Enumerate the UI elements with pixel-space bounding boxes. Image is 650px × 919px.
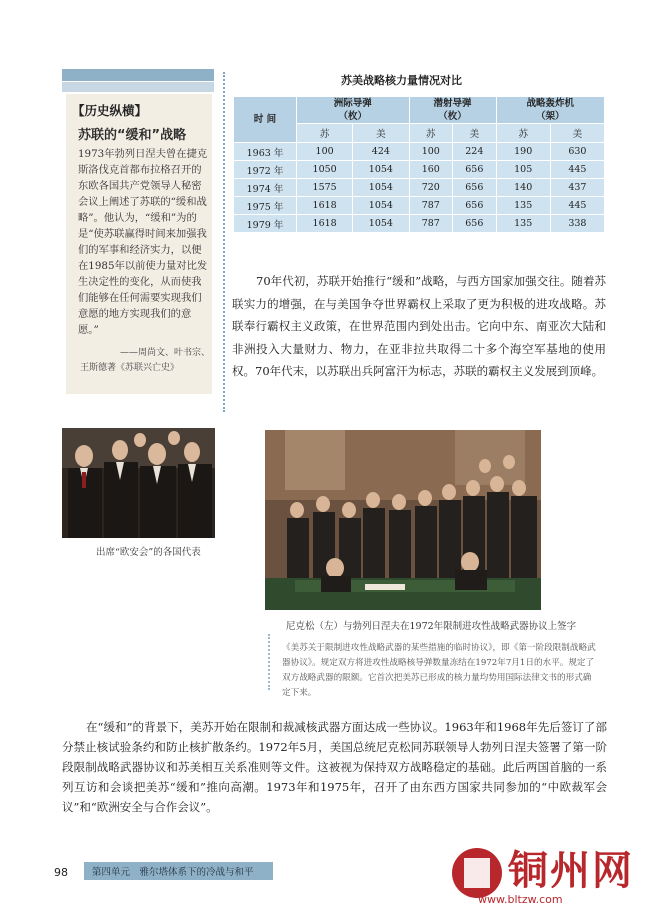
- table-cell: 1054: [353, 179, 409, 197]
- table-cell: 656: [453, 197, 497, 215]
- table-cell: 445: [550, 161, 604, 179]
- photo-conference-delegates: [62, 428, 215, 538]
- table-title: 苏美战略核力量情况对比: [341, 74, 462, 87]
- time-header: 时 间: [234, 97, 297, 143]
- sub-header-us: 美: [550, 124, 604, 143]
- sidebar-body: 1973年勃列日涅夫曾在捷克斯洛伐克首都布拉格召开的东欧各国共产党领导人秘密会议上阐述了苏联的“缓和战略”。他认为，“缓和”为的是“使苏联赢得时间来加强我们的军事和经济实力，以便在1985年以前使力量对比发生决定性的变化，从而使我们能够在任何需要实现我们意愿的地方实现我们的意愿。”: [78, 148, 208, 336]
- table-cell: 656: [453, 179, 497, 197]
- table-cell: 720: [409, 179, 453, 197]
- sidebar-source-book: 王斯德著《苏联兴亡史》: [80, 363, 180, 373]
- table-cell: 224: [453, 143, 497, 161]
- table-cell: 656: [453, 215, 497, 233]
- sidebar-accent-bar: [62, 82, 214, 92]
- table-cell: 1050: [297, 161, 353, 179]
- table-row: [234, 197, 605, 215]
- watermark-name: 铜州网: [508, 847, 634, 894]
- table-cell: 1975 年: [234, 197, 297, 215]
- table-cell: 1972 年: [234, 161, 297, 179]
- sidebar-top-bar: [62, 69, 214, 81]
- photo-salt-signing: [265, 430, 541, 610]
- table-cell: 135: [496, 197, 550, 215]
- table-row: [234, 215, 605, 233]
- table-cell: 100: [297, 143, 353, 161]
- caption-left-photo: 出席“欧安会”的各国代表: [96, 547, 201, 558]
- group-header-slbm: 潜射导弹 （枚）: [409, 97, 496, 124]
- table-row: [234, 143, 605, 161]
- table-cell: 424: [353, 143, 409, 161]
- footer-unit-text: 第四单元 雅尔塔体系下的冷战与和平: [92, 867, 254, 878]
- table-cell: 1979 年: [234, 215, 297, 233]
- sub-header-us: 美: [453, 124, 497, 143]
- table-cell: 160: [409, 161, 453, 179]
- table-cell: 1054: [353, 197, 409, 215]
- table-cell: 1618: [297, 215, 353, 233]
- table-cell: 1618: [297, 197, 353, 215]
- table-cell: 100: [409, 143, 453, 161]
- table-cell: 787: [409, 215, 453, 233]
- dotted-divider: [223, 72, 225, 412]
- table-cell: 787: [409, 197, 453, 215]
- table-cell: 1575: [297, 179, 353, 197]
- sub-header-us: 美: [353, 124, 409, 143]
- strategic-forces-table: [233, 96, 605, 233]
- watermark-logo-mark: [464, 858, 490, 888]
- page-number: 98: [54, 866, 68, 879]
- table-cell: 445: [550, 197, 604, 215]
- table-cell: 1054: [353, 161, 409, 179]
- caption-main-photo: 尼克松（左）与勃列日涅夫在1972年限制进攻性战略武器协议上签字: [286, 621, 577, 632]
- table-cell: 1054: [353, 215, 409, 233]
- table-row: [234, 161, 605, 179]
- paragraph-arms-control: 在“缓和”的背景下，美苏开始在限制和裁减核武器方面达成一些协议。1963年和1968年先后签订了部分禁止核试验条约和防止核扩散条约。1972年5月，美国总统尼克松同苏联领导人勃列日涅夫签署了第一阶段限制战略武器协议和苏美相互关系准则等文件。这被视为保持双方战略稳定的基础。此后两国首脑的一系列互访和会谈把美苏“缓和”推向高潮。1973年和1975年，召开了由东西方国家共同参加的“中欧裁军会议”和“欧洲安全与合作会议”。: [62, 720, 607, 814]
- sub-header-su: 苏: [496, 124, 550, 143]
- table-cell: 140: [496, 179, 550, 197]
- sidebar-source-authors: ——周尚文、叶书宗、: [120, 348, 211, 358]
- quote-text: 《美苏关于限制进攻性战略武器的某些措施的临时协议》，即《第一阶段限制战略武器协议》。规定双方将进攻性战略核导弹数量冻结在1972年7月1日的水平。规定了双方战略武器的限额。它首次把美苏已形成的核力量均势用国际法律文书的形式确定下来。: [282, 643, 596, 698]
- sub-header-su: 苏: [409, 124, 453, 143]
- table-cell: 437: [550, 179, 604, 197]
- watermark-url: www.bltzw.com: [478, 893, 563, 906]
- table-cell: 338: [550, 215, 604, 233]
- sidebar-title: 苏联的“缓和”战略: [78, 128, 187, 143]
- table-cell: 105: [496, 161, 550, 179]
- paragraph-detente-strategy: 70年代初，苏联开始推行“缓和”战略，与西方国家加强交往。随着苏联实力的增强，在与美国争夺世界霸权上采取了更为积极的进攻战略。苏联奉行霸权主义政策，在世界范围内到处出击。它向中东、南亚次大陆和非洲投入大量财力、物力，在亚非拉共取得二十多个海空军基地的使用权。70年代末，以苏联出兵阿富汗为标志，苏联的霸权主义发展到顶峰。: [232, 274, 606, 378]
- table-cell: 1974 年: [234, 179, 297, 197]
- table-cell: 656: [453, 161, 497, 179]
- sidebar-heading: 【历史纵横】: [72, 103, 148, 118]
- group-header-icbm: 洲际导弹 （枚）: [297, 97, 410, 124]
- table-cell: 630: [550, 143, 604, 161]
- table-row: [234, 179, 605, 197]
- group-header-bomber: 战略轰炸机 （架）: [496, 97, 604, 124]
- sub-header-su: 苏: [297, 124, 353, 143]
- table-cell: 135: [496, 215, 550, 233]
- table-cell: 1963 年: [234, 143, 297, 161]
- table-cell: 190: [496, 143, 550, 161]
